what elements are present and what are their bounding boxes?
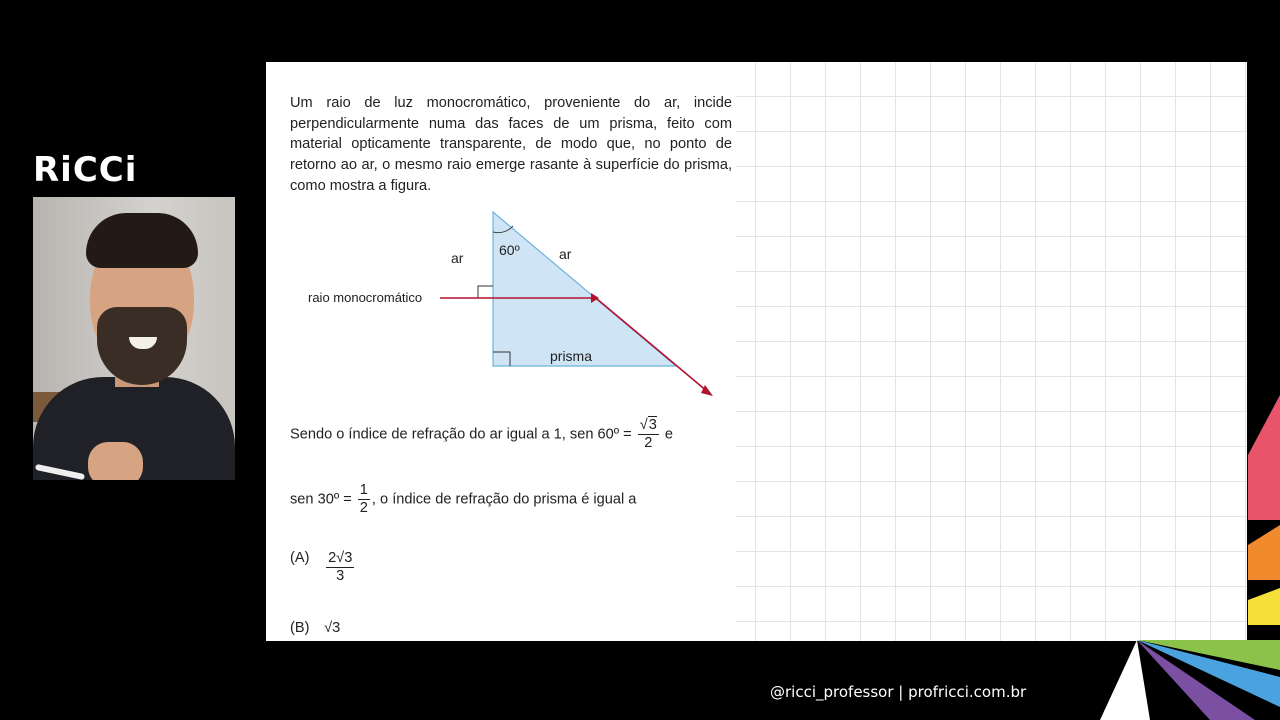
refraction-statement-line2 — [290, 482, 740, 517]
webcam-video — [33, 197, 235, 480]
deco-ray-orange — [1248, 525, 1280, 580]
air-label-left: ar — [451, 250, 464, 266]
line2-text: sen 30º = — [290, 491, 352, 508]
social-handle: @ricci_professor | profricci.com.br — [770, 683, 1027, 701]
deco-ray-red — [1248, 395, 1280, 520]
question-document — [266, 62, 736, 641]
option-b-letter: (B) — [290, 620, 310, 636]
sen60-fraction: $\frac{√3}{2}$ — [639, 417, 657, 451]
ray-label: raio monocromático — [308, 290, 423, 305]
line1-text: Sendo o índice de refração do ar igual a 1, sen 60º = — [290, 426, 632, 443]
option-b-value: √3 — [324, 620, 341, 636]
angle-label: 60º — [499, 242, 520, 258]
sen30-fraction — [358, 482, 370, 517]
brand-decoration — [1090, 385, 1280, 720]
deco-ray-white — [1100, 640, 1150, 720]
sen30-denominator: 2 — [359, 500, 368, 516]
option-a-denominator: 3 — [336, 568, 345, 584]
option-b[interactable] — [290, 620, 340, 636]
prism-label: prisma — [550, 348, 593, 364]
deco-ray-yellow — [1248, 588, 1280, 625]
line2-tail: , o índice de refração do prisma é igual a — [371, 491, 637, 508]
right-angle-mark — [478, 286, 493, 298]
option-a[interactable] — [290, 550, 356, 585]
question-text: Um raio de luz monocromático, proveniente do ar, incide perpendicularmente numa das faces de um prisma, feito com material opticamente transparente, de modo que, no ponto de retorno ao ar, o mesmo raio emerge rasante à superfície do prisma, como mostra a figura. — [290, 95, 732, 194]
refraction-statement-line1 — [290, 417, 740, 452]
sen30-numerator: 1 — [359, 482, 368, 498]
line1-tail: e — [664, 426, 674, 443]
brand-logo: RiCCi — [33, 150, 138, 190]
air-label-right: ar — [559, 246, 572, 262]
sen60-numerator: 3 — [648, 417, 657, 433]
option-a-letter: (A) — [290, 550, 310, 566]
option-a-numerator: 2√3 — [328, 550, 353, 566]
option-a-fraction — [326, 550, 354, 585]
sen60-denominator: 2 — [644, 435, 653, 451]
